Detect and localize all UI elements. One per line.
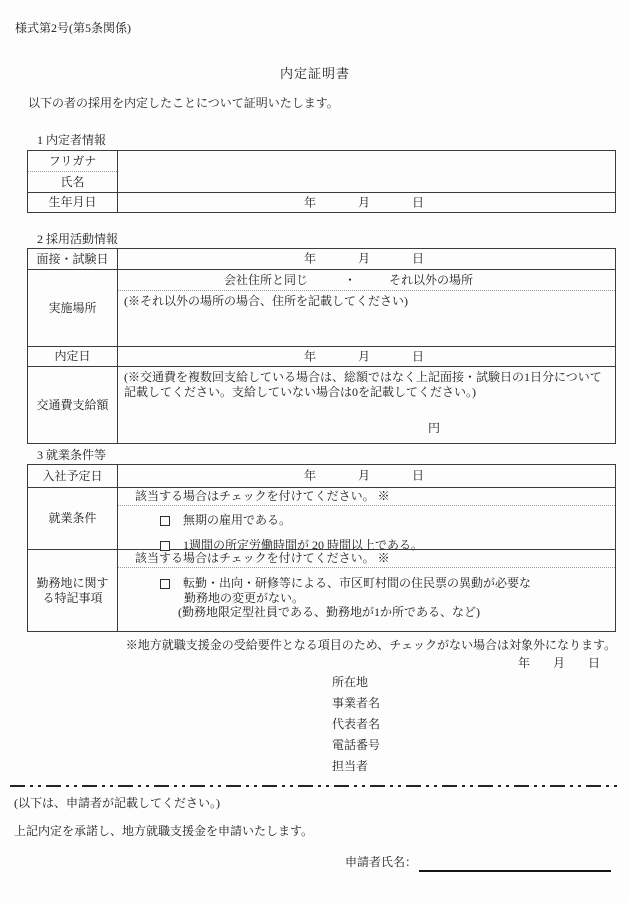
interview-date-input-cell (118, 249, 615, 269)
birthdate-date-units (118, 193, 615, 212)
day-unit: 日 (588, 656, 601, 670)
conditions-label: 就業条件 (28, 488, 118, 549)
interview-date-row (28, 249, 615, 269)
day-unit: 日 (412, 349, 425, 363)
employment-conditions-table (27, 464, 616, 632)
issuer-company-label: 事業者名 (332, 696, 381, 710)
furigana-label: フリガナ (48, 153, 97, 168)
start-date-row (28, 465, 615, 487)
section2-heading: 2 採用活動情報 (37, 232, 119, 246)
eligibility-footnote: ※地方就職支援金の受給要件となる項目のため、チェックがない場合は対象外になります。 (125, 638, 616, 652)
transport-cost-row (28, 366, 615, 443)
year-unit: 年 (304, 195, 317, 209)
checkbox-unchecked-icon (160, 516, 170, 526)
place-option-same: 会社住所と同じ (224, 273, 309, 287)
conditions-row (28, 487, 615, 552)
condition-item-2-text: 1週間の所定労働時間が 20 時間以上である。 (183, 538, 424, 552)
place-options-line (118, 270, 615, 291)
checkbox-unchecked-icon (160, 579, 170, 589)
start-date-label: 入社予定日 (28, 465, 118, 487)
day-unit: 日 (412, 468, 425, 483)
transport-label-text: 交通費支給額 (36, 397, 109, 412)
month-unit: 月 (358, 195, 371, 209)
conditions-cell (118, 488, 615, 552)
applicant-instruction: (以下は、申請者が記載してください。) (14, 796, 220, 810)
cut-separator-line (10, 785, 621, 787)
workplace-item-line1: 転勤・出向・研修等による、市区町村間の住民票の異動が必要な (183, 576, 532, 590)
issuer-contact-label: 担当者 (332, 759, 369, 773)
place-option-separator: ・ (344, 273, 357, 287)
applicant-name-label: 申請者氏名： (345, 855, 418, 869)
transport-input-cell (118, 367, 615, 443)
birthdate-input-cell (118, 193, 615, 212)
issuer-representative-label: 代表者名 (332, 717, 381, 731)
furigana-name-input-cell (118, 151, 615, 192)
yen-unit: 円 (428, 421, 441, 435)
place-option-other: それ以外の場所 (389, 273, 474, 287)
candidate-info-table (27, 150, 616, 213)
offer-date-units (118, 347, 615, 366)
year-unit: 年 (304, 468, 317, 483)
workplace-item-line2: 勤務地の変更がない。 (184, 591, 305, 605)
workplace-item-line3: (勤務地限定型社員である、勤務地が1か所である、など) (178, 605, 480, 619)
workplace-label-text: 勤務地に関する特記事項 (36, 575, 109, 605)
transport-label (28, 367, 118, 443)
month-unit: 月 (553, 656, 566, 670)
checkbox-unchecked-icon (160, 541, 170, 551)
issuer-phone-label: 電話番号 (332, 738, 381, 752)
offer-date-label: 内定日 (28, 347, 118, 366)
issuer-date-line (0, 656, 630, 670)
check-instruction: 該当する場合はチェックを付けてください。 ※ (118, 488, 615, 506)
section1-heading: 1 内定者情報 (37, 133, 107, 147)
start-date-input-cell (118, 465, 615, 487)
interview-date-label: 面接・試験日 (28, 249, 118, 269)
workplace-label (28, 550, 118, 631)
condition-item-1 (118, 513, 615, 528)
start-date-units (118, 465, 615, 487)
name-label: 氏名 (28, 171, 117, 192)
intro-statement: 以下の者の採用を内定したことについて証明いたします。 (28, 96, 339, 110)
day-unit: 日 (412, 251, 425, 266)
document-title: 内定証明書 (279, 66, 350, 81)
furigana-name-row (28, 151, 615, 192)
workplace-row (28, 549, 615, 631)
place-note: (※それ以外の場所の場合、住所を記載してください) (124, 294, 408, 308)
place-row (28, 269, 615, 346)
transport-note: (※交通費を複数回支給している場合は、総額ではなく上記面接・試験日の1日分について記載してください。支給していない場合は0を記載してください。) (124, 370, 602, 399)
month-unit: 月 (358, 251, 371, 266)
workplace-item (118, 576, 615, 591)
offer-date-row (28, 346, 615, 366)
issuer-block (332, 672, 380, 777)
issuer-address-label: 所在地 (332, 675, 369, 689)
workplace-cell (118, 550, 615, 631)
condition-item-1-text: 無期の雇用である。 (183, 513, 292, 527)
form-code: 様式第2号(第5条関係) (15, 21, 131, 35)
acceptance-statement: 上記内定を承諾し、地方就職支援金を申請いたします。 (14, 824, 314, 838)
place-label: 実施場所 (28, 270, 118, 346)
section3-heading: 3 就業条件等 (37, 448, 107, 462)
day-unit: 日 (412, 195, 425, 209)
place-input-cell (118, 270, 615, 346)
furigana-name-labels (28, 151, 118, 192)
offer-date-input-cell (118, 347, 615, 366)
applicant-signature-line (419, 857, 611, 872)
check-instruction: 該当する場合はチェックを付けてください。 ※ (118, 550, 615, 568)
year-unit: 年 (304, 349, 317, 363)
birthdate-row (28, 192, 615, 212)
month-unit: 月 (358, 468, 371, 483)
birthdate-label: 生年月日 (28, 193, 118, 212)
month-unit: 月 (358, 349, 371, 363)
year-unit: 年 (304, 251, 317, 266)
year-unit: 年 (518, 656, 531, 670)
recruitment-info-table (27, 248, 616, 444)
interview-date-units (118, 249, 615, 269)
